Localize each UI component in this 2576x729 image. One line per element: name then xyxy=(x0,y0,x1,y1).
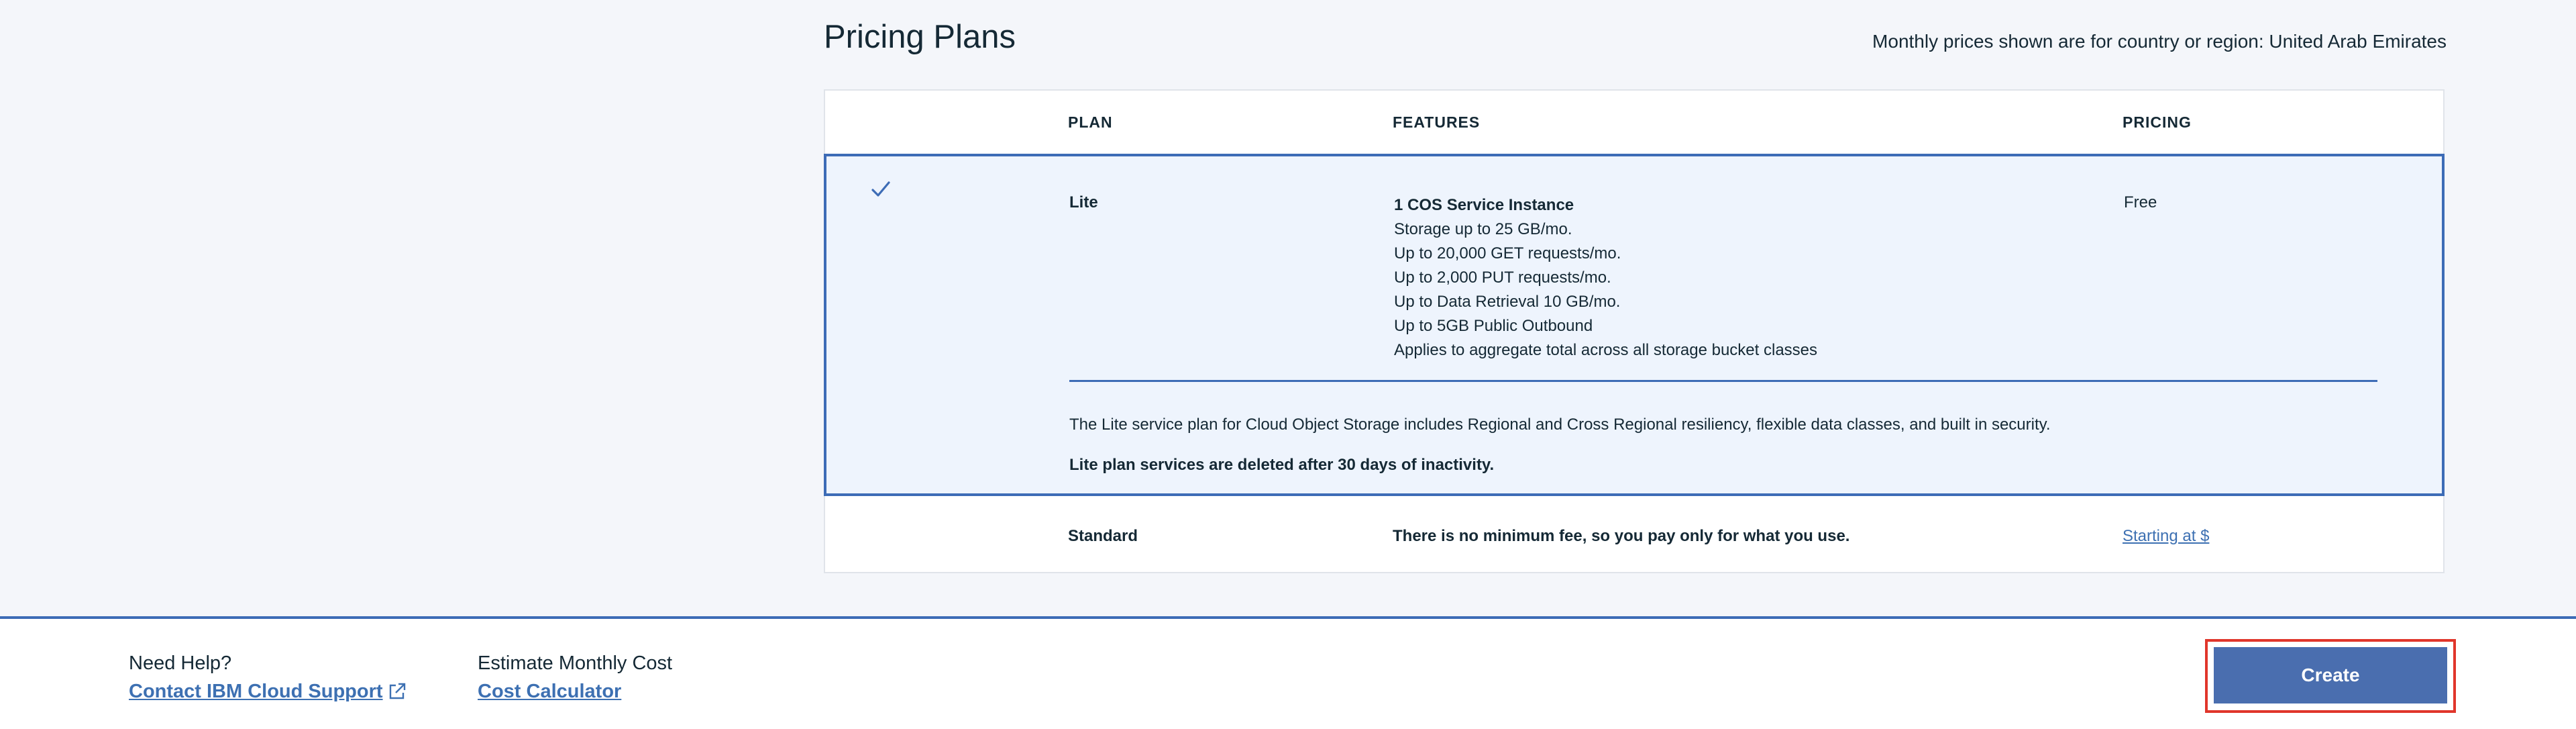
plan-name: Lite xyxy=(1069,193,1098,211)
page-title: Pricing Plans xyxy=(824,19,1016,55)
cost-section xyxy=(478,649,672,706)
column-header-features: FEATURES xyxy=(1393,113,1481,131)
plan-row-standard[interactable] xyxy=(825,496,2443,572)
contact-support-link[interactable] xyxy=(129,677,407,706)
feature-item: Up to 5GB Public Outbound xyxy=(1394,317,1593,335)
plan-price: Free xyxy=(2124,193,2157,211)
plan-features xyxy=(1394,193,1817,362)
column-header-pricing: PRICING xyxy=(2123,113,2192,131)
plan-row-lite[interactable] xyxy=(824,154,2445,496)
help-section xyxy=(129,649,407,706)
feature-item: Up to Data Retrieval 10 GB/mo. xyxy=(1394,293,1621,311)
cost-calculator-link[interactable]: Cost Calculator xyxy=(478,681,622,702)
checkmark-icon xyxy=(871,179,891,199)
create-button[interactable]: Create xyxy=(2214,647,2447,703)
starting-price-link[interactable]: Starting at $ xyxy=(2123,527,2210,545)
cost-label: Estimate Monthly Cost xyxy=(478,652,673,674)
column-header-plan: PLAN xyxy=(1068,113,1113,131)
plan-name: Standard xyxy=(1068,527,1138,545)
external-link-icon xyxy=(387,681,407,701)
feature-item: Up to 2,000 PUT requests/mo. xyxy=(1394,269,1611,287)
help-label: Need Help? xyxy=(129,652,232,674)
table-header xyxy=(825,91,2443,154)
feature-title: 1 COS Service Instance xyxy=(1394,196,1574,214)
pricing-plans-table xyxy=(824,89,2445,573)
plan-warning: Lite plan services are deleted after 30 days of inactivity. xyxy=(1069,456,1495,474)
plan-description: The Lite service plan for Cloud Object Storage includes Regional and Cross Regional resiliency, flexible data classes, and built in security. xyxy=(1069,416,2051,434)
feature-item: Up to 20,000 GET requests/mo. xyxy=(1394,244,1621,262)
contact-support-label: Contact IBM Cloud Support xyxy=(129,681,383,702)
feature-item: Applies to aggregate total across all storage bucket classes xyxy=(1394,341,1818,359)
plan-features: There is no minimum fee, so you pay only for what you use. xyxy=(1393,527,1850,545)
plan-divider xyxy=(1069,380,2377,382)
feature-item: Storage up to 25 GB/mo. xyxy=(1394,220,1572,238)
footer-bar xyxy=(0,616,2576,729)
region-note: Monthly prices shown are for country or region: United Arab Emirates xyxy=(1872,31,2447,52)
